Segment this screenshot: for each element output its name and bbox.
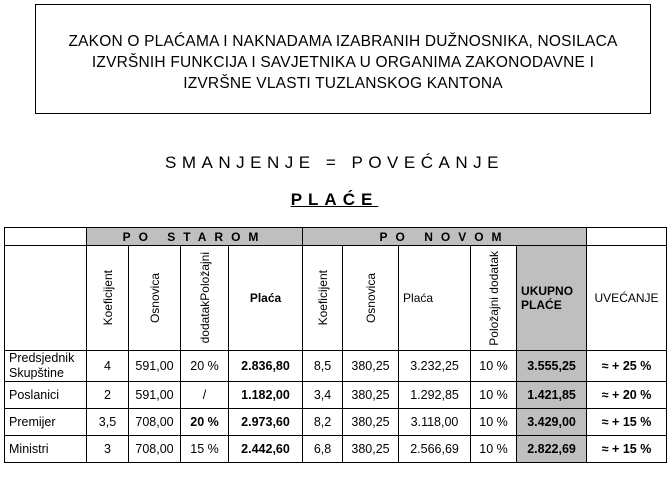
cell-new-dodatak: 10 % [471, 409, 517, 436]
header-new-osnovica: Osnovica [343, 246, 399, 351]
cell-name: Predsjednik Skupštine [5, 351, 87, 382]
cell-new-placa: 3.118,00 [399, 409, 471, 436]
cell-new-dodatak: 10 % [471, 382, 517, 409]
column-header-row [5, 246, 667, 351]
cell-old-placa: 1.182,00 [229, 382, 303, 409]
group-new: PO NOVOM [303, 228, 587, 246]
table-row [5, 436, 667, 463]
cell-name: Poslanici [5, 382, 87, 409]
cell-ukupno: 3.429,00 [517, 409, 587, 436]
cell-old-dodatak: 20 % [181, 351, 229, 382]
header-old-osnovica: Osnovica [129, 246, 181, 351]
document-title: ZAKON O PLAĆAMA I NAKNADAMA IZABRANIH DUŽNOSNIKA, NOSILACA IZVRŠNIH FUNKCIJA I SAVJETNIKA U ORGANIMA ZAKONODAVNE I IZVRŠNE VLASTI TUZLANSKOG KANTONA [68, 32, 618, 92]
cell-ukupno: 2.822,69 [517, 436, 587, 463]
cell-old-koef: 2 [87, 382, 129, 409]
table-row [5, 409, 667, 436]
cell-ukupno: 1.421,85 [517, 382, 587, 409]
cell-new-dodatak: 10 % [471, 436, 517, 463]
cell-new-koef: 6,8 [303, 436, 343, 463]
cell-new-dodatak: 10 % [471, 351, 517, 382]
header-new-koef: Koeficijent [303, 246, 343, 351]
table-row [5, 351, 667, 382]
corner-cell-right [587, 228, 667, 246]
cell-old-koef: 3,5 [87, 409, 129, 436]
header-ukupno: UKUPNO PLAĆE [517, 246, 587, 351]
cell-name: Premijer [5, 409, 87, 436]
header-new-dodatak: Položajni dodatak [471, 246, 517, 351]
cell-uvecanje: ≈ + 20 % [587, 382, 667, 409]
cell-old-osnovica: 591,00 [129, 382, 181, 409]
cell-new-koef: 8,2 [303, 409, 343, 436]
header-new-placa: Plaća [399, 246, 471, 351]
formula-line: SMANJENJE = POVEĆANJE [165, 153, 504, 172]
salary-table [4, 227, 667, 463]
group-header-row [5, 228, 667, 246]
group-old: PO STAROM [87, 228, 303, 246]
cell-old-placa: 2.442,60 [229, 436, 303, 463]
header-old-dodatak: dodatakPoložajni [181, 246, 229, 351]
cell-ukupno: 3.555,25 [517, 351, 587, 382]
cell-old-koef: 4 [87, 351, 129, 382]
cell-new-osnovica: 380,25 [343, 382, 399, 409]
cell-new-osnovica: 380,25 [343, 409, 399, 436]
cell-new-placa: 3.232,25 [399, 351, 471, 382]
cell-uvecanje: ≈ + 15 % [587, 436, 667, 463]
header-old-placa: Plaća [229, 246, 303, 351]
cell-old-osnovica: 591,00 [129, 351, 181, 382]
cell-old-koef: 3 [87, 436, 129, 463]
corner-cell [5, 228, 87, 246]
header-uvecanje: UVEĆANJE [587, 246, 667, 351]
cell-new-placa: 1.292,85 [399, 382, 471, 409]
cell-new-osnovica: 380,25 [343, 351, 399, 382]
title-box [35, 4, 651, 114]
cell-new-koef: 3,4 [303, 382, 343, 409]
name-header [5, 246, 87, 351]
cell-uvecanje: ≈ + 15 % [587, 409, 667, 436]
cell-uvecanje: ≈ + 25 % [587, 351, 667, 382]
cell-old-dodatak: / [181, 382, 229, 409]
cell-old-placa: 2.836,80 [229, 351, 303, 382]
cell-old-osnovica: 708,00 [129, 436, 181, 463]
cell-new-koef: 8,5 [303, 351, 343, 382]
header-old-koef: Koeficijent [87, 246, 129, 351]
cell-new-osnovica: 380,25 [343, 436, 399, 463]
table-row [5, 382, 667, 409]
cell-old-placa: 2.973,60 [229, 409, 303, 436]
cell-old-dodatak: 15 % [181, 436, 229, 463]
cell-old-osnovica: 708,00 [129, 409, 181, 436]
cell-name: Ministri [5, 436, 87, 463]
cell-new-placa: 2.566,69 [399, 436, 471, 463]
section-heading: PLAĆE [290, 190, 379, 209]
cell-old-dodatak: 20 % [181, 409, 229, 436]
